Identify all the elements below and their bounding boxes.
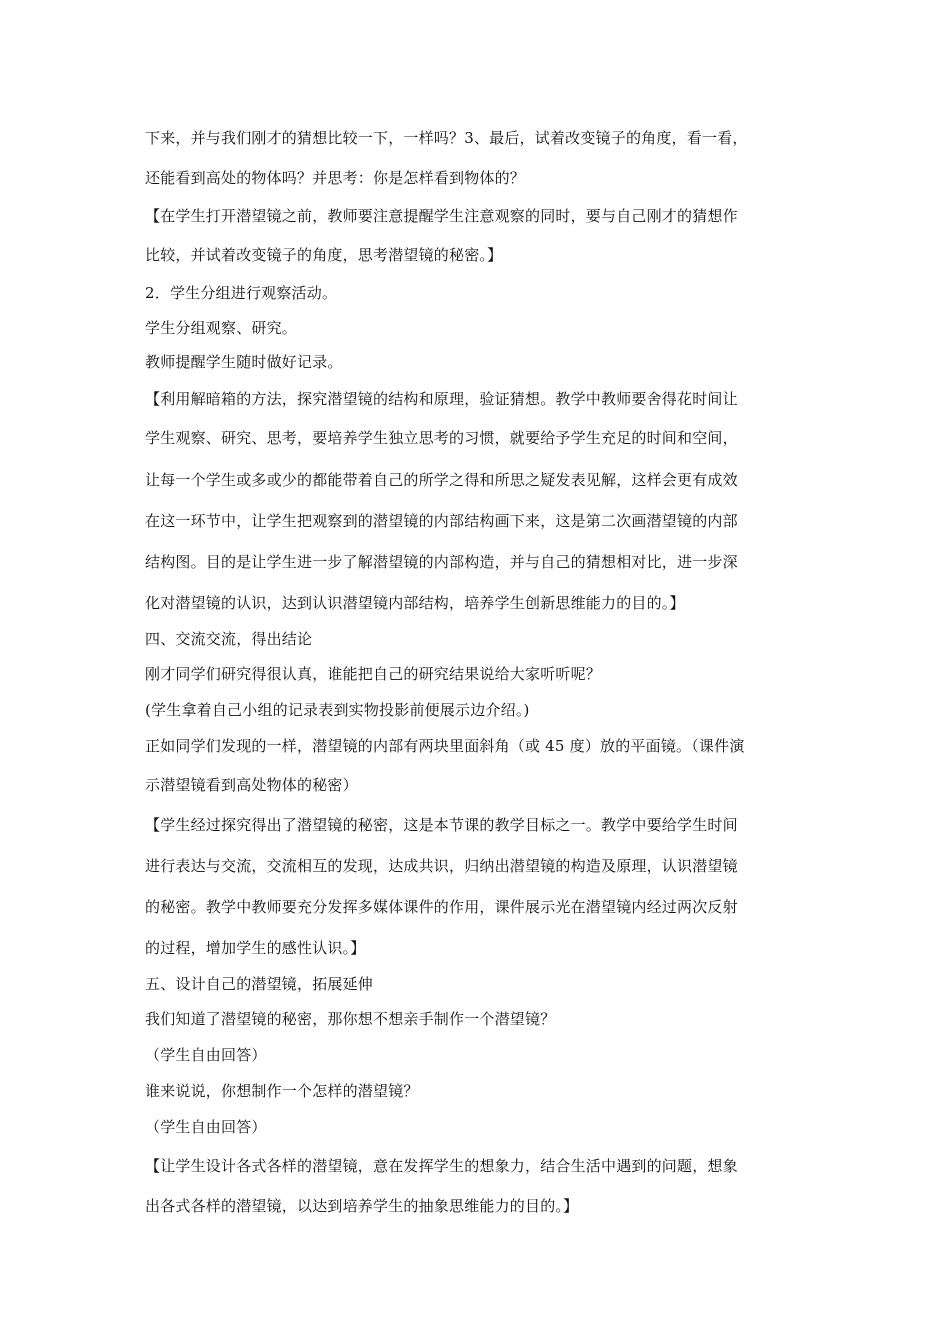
text-line: 在这一环节中，让学生把观察到的潜望镜的内部结构画下来，这是第二次画潜望镜的内部 — [145, 512, 738, 530]
text-line: 的秘密。教学中教师要充分发挥多媒体课件的作用，课件展示光在潜望镜内经过两次反射 — [145, 898, 738, 916]
text-line: 教师提醒学生随时做好记录。 — [145, 353, 343, 371]
text-line: （学生自由回答） — [145, 1118, 267, 1136]
section-heading: 五、设计自己的潜望镜，拓展延伸 — [145, 975, 374, 993]
text-line: 下来，并与我们刚才的猜想比较一下，一样吗？3、最后，试着改变镜子的角度，看一看， — [145, 129, 748, 147]
text-line: 比较，并试着改变镜子的角度，思考潜望镜的秘密。】 — [145, 246, 503, 264]
section-heading: 四、交流交流，得出结论 — [145, 630, 313, 648]
text-line: 2．学生分组进行观察活动。 — [145, 284, 338, 302]
text-line: 示潜望镜看到高处物体的秘密） — [145, 776, 358, 794]
text-line: 化对潜望镜的认识，达到认识潜望镜内部结构，培养学生创新思维能力的目的。】 — [145, 594, 685, 612]
text-line: 谁来说说，你想制作一个怎样的潜望镜？ — [145, 1082, 419, 1100]
text-line: 让每一个学生或多或少的都能带着自己的所学之得和所思之疑发表见解，这样会更有成效 — [145, 471, 738, 489]
text-line: 学生分组观察、研究。 — [145, 319, 298, 337]
text-line: 【学生经过探究得出了潜望镜的秘密，这是本节课的教学目标之一。教学中要给学生时间 — [145, 816, 738, 834]
text-line: （学生自由回答） — [145, 1046, 267, 1064]
text-line: 【利用解暗箱的方法，探究潜望镜的结构和原理，验证猜想。教学中教师要舍得花时间让 — [145, 390, 738, 408]
text-line: 刚才同学们研究得很认真，谁能把自己的研究结果说给大家听听呢？ — [145, 665, 602, 683]
text-line: (学生拿着自己小组的记录表到实物投影前便展示边介绍。) — [145, 701, 530, 719]
text-line: 出各式各样的潜望镜，以达到培养学生的抽象思维能力的目的。】 — [145, 1197, 579, 1215]
text-line: 【在学生打开潜望镜之前，教师要注意提醒学生注意观察的同时，要与自己刚才的猜想作 — [145, 207, 738, 225]
text-line: 的过程，增加学生的感性认识。】 — [145, 939, 366, 957]
text-line: 结构图。目的是让学生进一步了解潜望镜的内部构造，并与自己的猜想相对比，进一步深 — [145, 553, 738, 571]
text-line: 正如同学们发现的一样，潜望镜的内部有两块里面斜角（或 45 度）放的平面镜。（课件演 — [145, 737, 745, 755]
text-line: 学生观察、研究、思考，要培养学生独立思考的习惯，就要给予学生充足的时间和空间， — [145, 429, 738, 447]
text-line: 还能看到高处的物体吗？并思考：你是怎样看到物体的？ — [145, 169, 526, 187]
text-line: 进行表达与交流，交流相互的发现，达成共识，归纳出潜望镜的构造及原理，认识潜望镜 — [145, 857, 738, 875]
text-line: 【让学生设计各式各样的潜望镜，意在发挥学生的想象力，结合生活中遇到的问题，想象 — [145, 1157, 738, 1175]
text-line: 我们知道了潜望镜的秘密，那你想不想亲手制作一个潜望镜？ — [145, 1010, 556, 1028]
